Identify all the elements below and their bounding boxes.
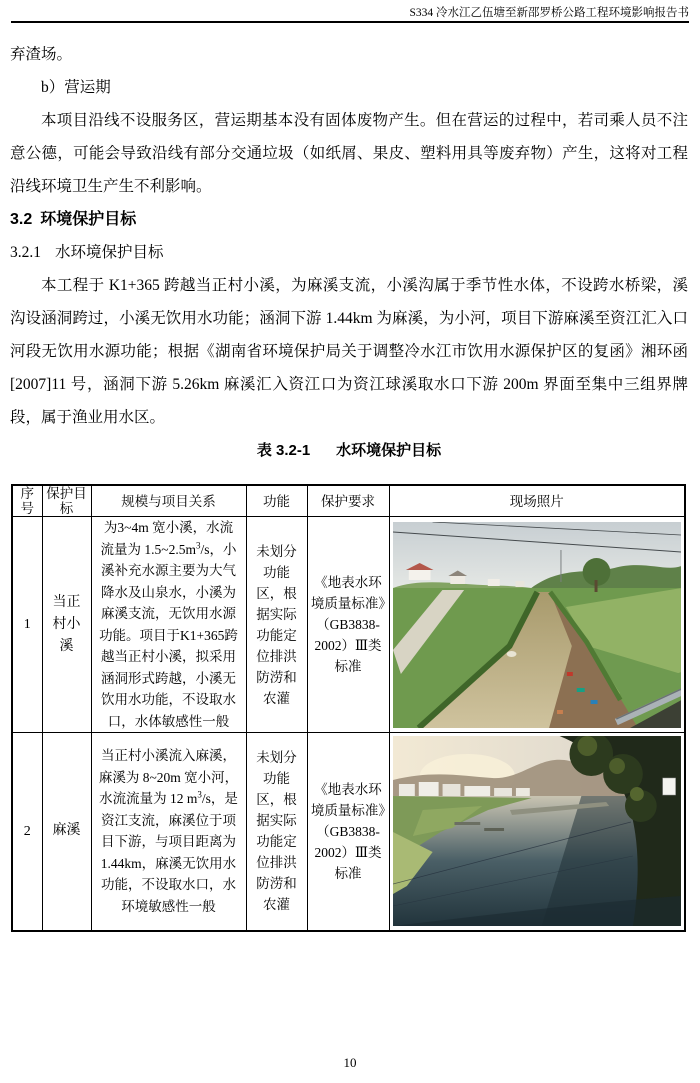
col-header-scale: 规模与项目关系 [91, 485, 246, 517]
site-photo-cell [389, 517, 685, 733]
table-header-row [12, 485, 685, 517]
table-caption-label: 表 3.2-1 [256, 442, 311, 459]
header-title: S334 冷水江乙伍塘至新邵罗桥公路工程环境影响报告书 [409, 7, 689, 19]
section-heading-3-2 [10, 203, 688, 236]
col-header-photo: 现场照片 [389, 485, 685, 517]
water-protection-table [11, 484, 686, 932]
document-header [0, 0, 700, 20]
scale-text: /s，是资江支流，麻溪位于项目下游，与项目距离为1.44km，麻溪无饮用水功能，不设取水口，水环境敏感性一般 [100, 791, 238, 914]
requirement-cell: 《地表水环境质量标准》（GB3838-2002）Ⅲ类标准 [307, 517, 389, 733]
muddy-stream-through-farmland-photo [393, 522, 682, 728]
section-heading-3-2-1 [10, 236, 688, 269]
table-row [12, 733, 685, 931]
paragraph-carryover: 弃渣场。 [10, 46, 73, 63]
row-index: 2 [12, 733, 42, 931]
subsection-title: 水环境保护目标 [55, 244, 164, 261]
protection-target: 当正村小溪 [42, 517, 91, 733]
section-number: 3.2 [10, 211, 33, 228]
site-photo-cell [389, 733, 685, 931]
col-header-requirement: 保护要求 [307, 485, 389, 517]
requirement-cell: 《地表水环境质量标准》（GB3838-2002）Ⅲ类标准 [307, 733, 389, 931]
section-title: 环境保护目标 [40, 211, 137, 228]
paragraph-water-targets: 本工程于 K1+365 跨越当正村小溪，为麻溪支流，小溪沟属于季节性水体，不设跨水桥梁，溪沟设涵洞跨过，小溪无饮用水功能；涵洞下游 1.44km 为麻溪，为小河，项目下游麻溪至资江汇入口河段无饮用水源功能；根据《湖南省环境保护局关于调整冷水江市饮用水源保护区的复函》湘环函[2007]11 号，涵洞下游 5.26km 麻溪汇入资江口为资江球溪取水口下游 200m 界面至集中三组界牌段，属于渔业用水区。 [10, 277, 688, 426]
scale-relation-cell [91, 733, 246, 931]
col-header-index: 序号 [12, 485, 42, 517]
heading-operation-period: b）营运期 [41, 79, 111, 96]
superscript-3: 3 [197, 789, 202, 800]
scale-text: 为3~4m 宽小溪，水流流量为 1.5~2.5m [100, 520, 234, 557]
subsection-number: 3.2.1 [10, 244, 41, 261]
col-header-target: 保护目标 [42, 485, 91, 517]
scale-relation-cell [91, 517, 246, 733]
superscript-3: 3 [195, 540, 201, 550]
header-rule [11, 21, 689, 23]
table-caption [10, 434, 688, 467]
calm-river-at-dusk-photo [393, 736, 682, 926]
paragraph-operation-waste: 本项目沿线不设服务区，营运期基本没有固体废物产生。但在营运的过程中，若司乘人员不注意公德，可能会导致沿线有部分交通垃圾（如纸屑、果皮、塑料用具等废弃物）产生，这将对工程沿线环境卫生产生不利影响。 [10, 112, 688, 195]
table-row [12, 517, 685, 733]
protection-target: 麻溪 [42, 733, 91, 931]
function-cell: 未划分功能区，根据实际功能定位排洪防涝和农灌 [246, 517, 307, 733]
row-index: 1 [12, 517, 42, 733]
page-number: 10 [343, 1055, 357, 1070]
table-caption-title: 水环境保护目标 [336, 442, 442, 459]
col-header-function: 功能 [246, 485, 307, 517]
scale-text: 当正村小溪流入麻溪，麻溪为 8~20m 宽小河，水流流量为 12 m [98, 748, 239, 807]
page-body [10, 38, 688, 467]
function-cell: 未划分功能区，根据实际功能定位排洪防涝和农灌 [246, 733, 307, 931]
scale-text: /s，小溪补充水源主要为大气降水及山泉水，小溪为麻溪支流，无饮用水源功能。项目于K1+365跨越当正村小溪，拟采用涵洞形式跨越，小溪无饮用水功能，不设取水口，水体敏感性一般 [99, 541, 238, 729]
